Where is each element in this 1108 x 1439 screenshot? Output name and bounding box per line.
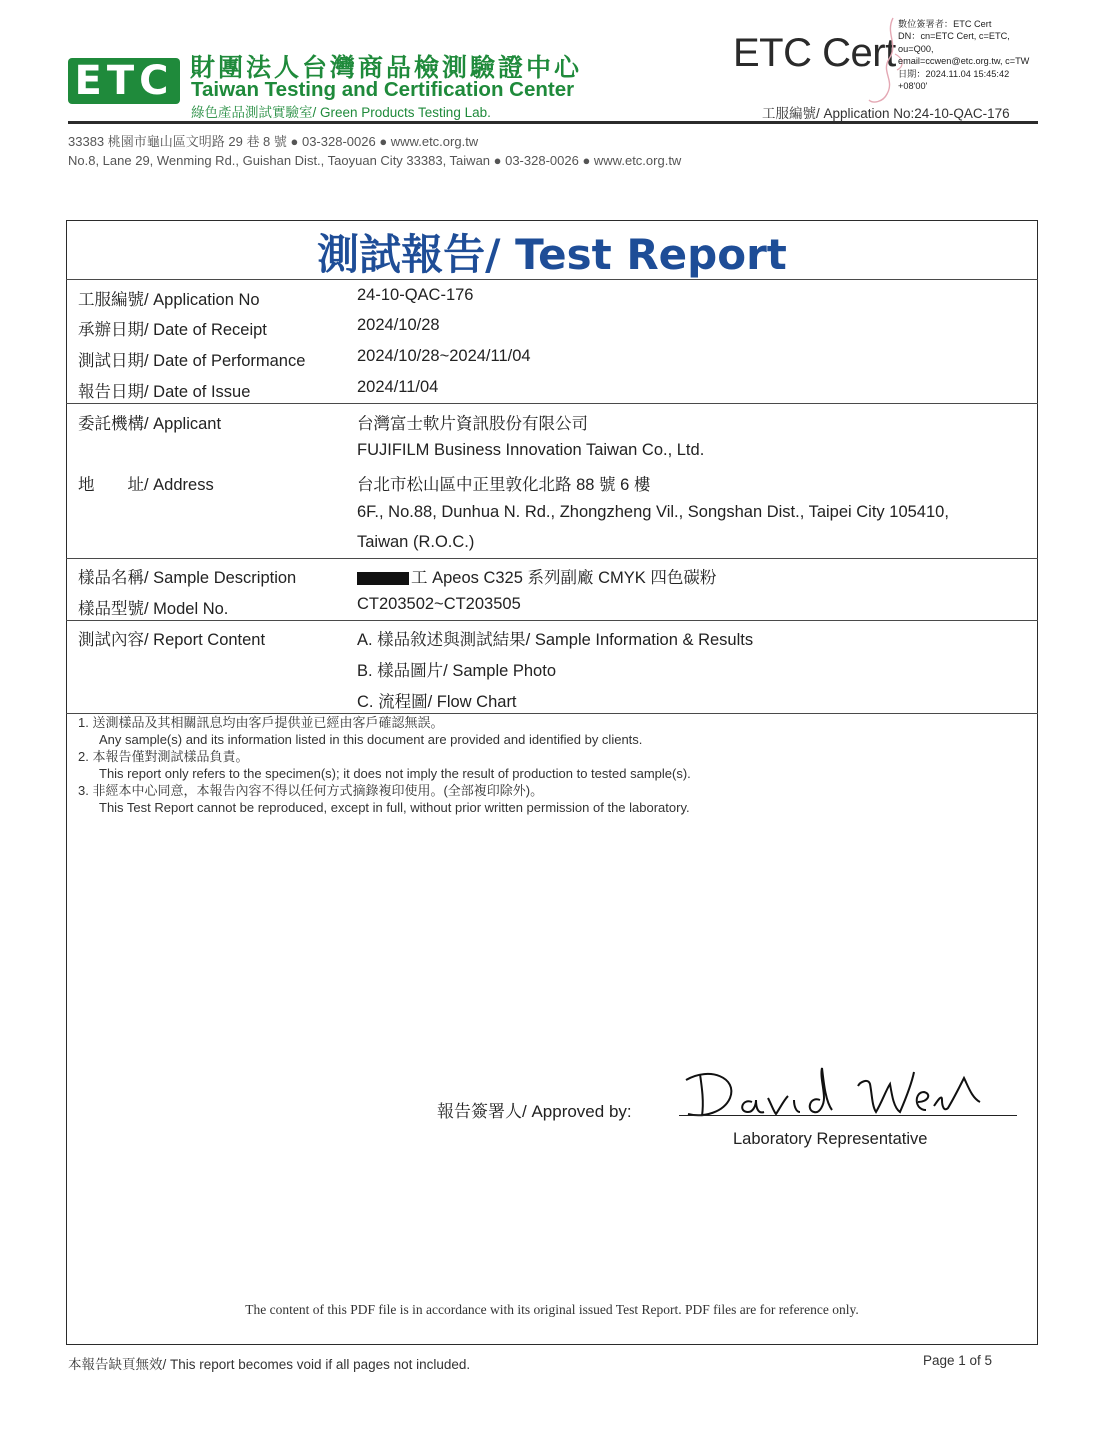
signer-line: email=ccwen@etc.org.tw, c=TW xyxy=(898,56,1030,67)
field-value-address-en-line2: Taiwan (R.O.C.) xyxy=(357,533,475,551)
digital-signer-info xyxy=(898,18,1029,92)
divider xyxy=(66,558,1038,559)
page-number: Page 1 of 5 xyxy=(923,1353,993,1368)
laboratory-representative: Laboratory Representative xyxy=(733,1130,928,1148)
header-application-no: 工服編號/ Application No:24-10-QAC-176 xyxy=(762,106,1010,121)
lab-name: 綠色產品測試實驗室/ Green Products Testing Lab. xyxy=(191,105,491,120)
report-content-item-c: C. 流程圖/ Flow Chart xyxy=(357,693,517,711)
report-title: 測試報告/ Test Report xyxy=(317,230,787,279)
field-value-address-cn: 台北市松山區中正里敦化北路 88 號 6 樓 xyxy=(357,476,651,494)
header-divider xyxy=(68,121,1038,124)
report-content-item-b: B. 樣品圖片/ Sample Photo xyxy=(357,662,556,680)
field-label-report-content: 測試內容/ Report Content xyxy=(78,631,266,649)
center-address-cn: 33383 桃園市龜山區文明路 29 巷 8 號 ● 03-328-0026 ● www.etc.org.tw xyxy=(68,134,479,149)
field-value-address-en-line1: 6F., No.88, Dunhua N. Rd., Zhongzheng Vil., Songshan Dist., Taipei City 105410, xyxy=(357,503,949,521)
field-label-application-no: 工服編號/ Application No xyxy=(78,291,260,309)
etc-logo xyxy=(68,58,180,104)
divider xyxy=(66,279,1038,280)
signer-line: 數位簽署者：ETC Cert xyxy=(898,19,992,29)
field-label-date-performance: 測試日期/ Date of Performance xyxy=(78,352,306,370)
note-cn: 2. 本報告僅對測試樣品負責。 xyxy=(78,749,249,764)
field-value-model: CT203502~CT203505 xyxy=(357,595,521,613)
report-content-item-a: A. 樣品敘述與測試結果/ Sample Information & Results xyxy=(357,631,754,649)
signer-line: ou=Q00, xyxy=(898,43,934,54)
note-en: Any sample(s) and its information listed in this document are provided and identified by clients. xyxy=(99,732,643,747)
field-value-date-issue: 2024/11/04 xyxy=(357,378,439,396)
cert-stamp-title: ETC Cert xyxy=(733,31,896,75)
field-value-date-performance: 2024/10/28~2024/11/04 xyxy=(357,347,531,365)
void-note: 本報告缺頁無效/ This report becomes void if all pages not included. xyxy=(68,1357,471,1372)
signer-line: 日期：2024.11.04 15:45:42 xyxy=(898,68,1010,79)
field-label-sample: 樣品名稱/ Sample Description xyxy=(78,569,297,587)
center-address-en: No.8, Lane 29, Wenming Rd., Guishan Dist., Taoyuan City 33383, Taiwan ● 03-328-0026 ● www.etc.org.tw xyxy=(68,153,682,168)
field-label-date-issue: 報告日期/ Date of Issue xyxy=(78,383,251,401)
divider xyxy=(66,620,1038,621)
field-value-application-no: 24-10-QAC-176 xyxy=(357,286,474,304)
field-label-model: 樣品型號/ Model No. xyxy=(78,600,229,618)
divider xyxy=(66,403,1038,404)
note-en: This Test Report cannot be reproduced, except in full, without prior written permission of the laboratory. xyxy=(99,800,690,815)
note-cn: 1. 送測樣品及其相關訊息均由客戶提供並已經由客戶確認無誤。 xyxy=(78,715,444,730)
field-value-date-receipt: 2024/10/28 xyxy=(357,316,440,334)
pdf-disclaimer: The content of this PDF file is in accordance with its original issued Test Report. PDF files are for reference only. xyxy=(245,1302,859,1317)
logo-text: ETC xyxy=(74,58,174,104)
note-cn: 3. 非經本中心同意，本報告內容不得以任何方式摘錄複印使用。(全部複印除外)。 xyxy=(78,783,544,798)
report-notes xyxy=(78,714,691,816)
signature-line xyxy=(679,1115,1017,1116)
field-label-date-receipt: 承辦日期/ Date of Receipt xyxy=(78,321,267,339)
signer-line: +08'00' xyxy=(898,81,928,92)
note-en: This report only refers to the specimen(s); it does not imply the result of production to tested sample(s). xyxy=(99,766,691,781)
handwritten-signature xyxy=(680,1058,1000,1130)
field-label-address: 地 址/ Address xyxy=(78,476,214,494)
approved-by-label: 報告簽署人/ Approved by: xyxy=(437,1102,632,1121)
org-name-cn: 財團法人台灣商品檢測驗證中心 xyxy=(190,53,583,82)
field-value-sample xyxy=(357,564,716,588)
org-name-en: Taiwan Testing and Certification Center xyxy=(191,78,575,101)
signer-line: DN：cn=ETC Cert, c=ETC, xyxy=(898,31,1010,42)
field-value-applicant-cn: 台灣富士軟片資訊股份有限公司 xyxy=(357,415,588,433)
sample-description-text: 工 Apeos C325 系列副廠 CMYK 四色碳粉 xyxy=(411,569,717,587)
field-label-applicant: 委託機構/ Applicant xyxy=(78,415,222,433)
redaction-bar xyxy=(357,572,409,585)
field-value-applicant-en: FUJIFILM Business Innovation Taiwan Co., Ltd. xyxy=(357,441,705,459)
